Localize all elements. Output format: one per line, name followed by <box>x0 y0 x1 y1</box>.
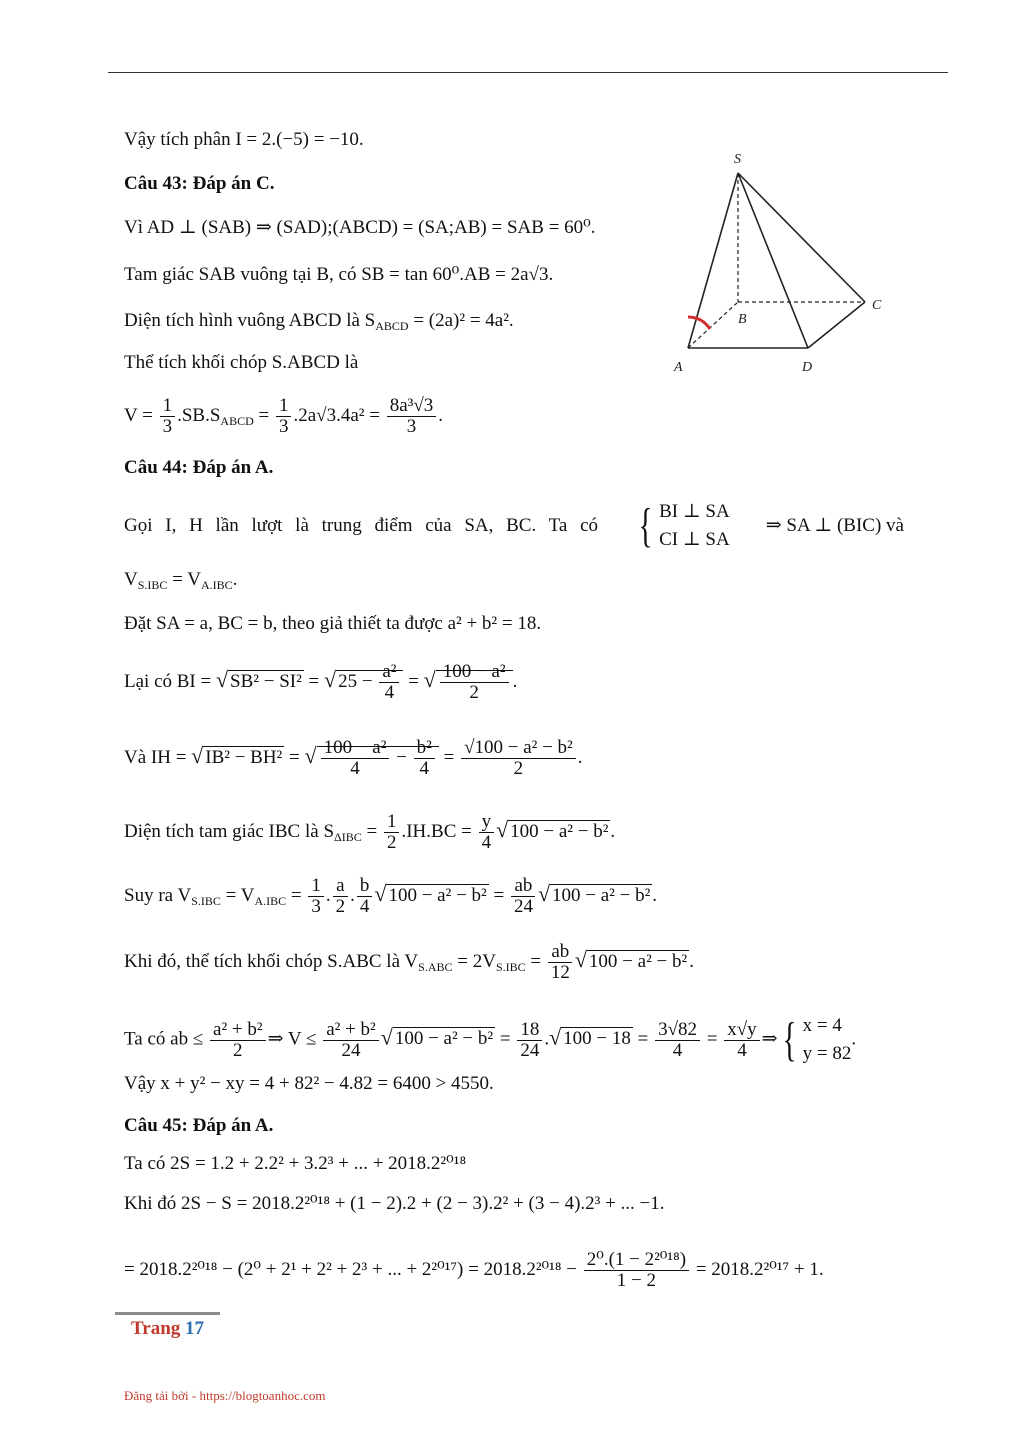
label-C: C <box>872 298 882 313</box>
text-line: Tam giác SAB vuông tại B, có SB = tan 60⁰.AB = 2a√3. <box>124 264 554 285</box>
question-45-title: Câu 45: Đáp án A. <box>124 1115 274 1136</box>
pyramid-figure <box>660 145 900 380</box>
text-line: $V_{S.IBC} = V_{A.IBC}$. <box>124 569 238 592</box>
label-S: S <box>734 152 741 167</box>
text-line: Thể tích khối chóp S.ABCD là <box>124 352 359 373</box>
text-line: Vậy x + y² − xy = 4 + 82² − 4.82 = 6400 > 4550. <box>124 1073 494 1094</box>
label-B: B <box>738 312 747 327</box>
footer-bar <box>115 1312 220 1315</box>
formula-area-ibc: Diện tích tam giác IBC là $S_{\Delta IBC}$ = $\frac{1}{2}$ .IH.BC = $\frac{y}{4}$ √ 100 − a² − b² . <box>124 811 616 853</box>
page-number: Trang 17 <box>131 1318 205 1339</box>
formula-volume-sabcd: V = $\frac{1}{3}$ $.SB.S_{ABCD}$ = $\frac{1}{3}$ .2a√3.4a² = $\frac{\text{8a³√3}}{3}$ . <box>124 395 443 437</box>
text-line: Đặt SA = a, BC = b, theo giả thiết ta được a² + b² = 18. <box>124 613 542 634</box>
text-line: Diện tích hình vuông ABCD là $S_{ABCD} = (2a)^2 = 4a^2$. <box>124 310 514 333</box>
question-44-title: Câu 44: Đáp án A. <box>124 457 274 478</box>
text-line: Khi đó 2S − S = 2018.2²⁰¹⁸ + (1 − 2).2 + (2 − 3).2² + (3 − 4).2³ + ... −1. <box>124 1193 665 1214</box>
credit-link[interactable]: Đăng tải bởi - https://blogtoanhoc.com <box>124 1388 326 1403</box>
question-43-title: Câu 43: Đáp án C. <box>124 173 275 194</box>
text-line: Vì AD ⊥ (SAB) ⇒ (SAD);(ABCD) = (SA;AB) = SAB = 60⁰. <box>124 217 596 238</box>
label-D: D <box>802 360 813 375</box>
formula-inequality: Ta có ab ≤ $\frac{\text{a² + b²}}{2}$ ⇒ V ≤ $\frac{\text{a² + b²}}{24}$ √ 100 − a² − b² = $\frac{18}{24}$ .√ 100 − 18 = $\frac{3√82}{4}$ = $\frac{x√y}{4}$ ⇒ { x = 4 y = 82 . <box>124 1013 857 1066</box>
formula-v-sibc: Suy ra $V_{S.IBC} = V_{A.IBC}$ = $\frac{1}{3}$ . $\frac{a}{2}$ . $\frac{b}{4}$ √ 100 − a² − b² = $\frac{ab}{24}$ √ 100 − a² − b² . <box>124 875 658 917</box>
text-line: Ta có 2S = 1.2 + 2.2² + 3.2³ + ... + 2018.2²⁰¹⁸ <box>124 1153 467 1174</box>
text-line: Gọi I, H lần lượt là trung điểm của SA, BC. Ta có { BI ⊥ SA CI ⊥ SA ⇒ SA ⊥ (BIC) và <box>124 499 904 552</box>
formula-v-sabc: Khi đó, thể tích khối chóp S.ABC là $V_{S.ABC} = 2V_{S.IBC}$ = $\frac{ab}{12}$ √ 100 − a² − b² . <box>124 941 694 983</box>
label-A: A <box>674 360 683 375</box>
header-rule <box>108 72 948 73</box>
text-line: Vậy tích phân I = 2.(−5) = −10. <box>124 129 364 150</box>
formula-sum: = 2018.2²⁰¹⁸ − (2⁰ + 2¹ + 2² + 2³ + ... + 2²⁰¹⁷) = 2018.2²⁰¹⁸ − $\frac{\text{2⁰.(1 − 2²⁰¹⁸)}}{1 - 2}$ = 2018.2²⁰¹⁷ + 1. <box>124 1249 824 1291</box>
formula-ih: Và IH = √ IB² − BH² = √ $\frac{\text{100 − a²}}{4}$ − $\frac{\text{b²}}{4}$ = $\frac{\text{√100 − a² − b²}}{2}$ . <box>124 737 583 779</box>
formula-bi: Lại có BI = √ SB² − SI² = √ 25 − $\frac{\text{a²}}{4}$ = √ $\frac{\text{100 − a²}}{2}$ . <box>124 661 518 703</box>
